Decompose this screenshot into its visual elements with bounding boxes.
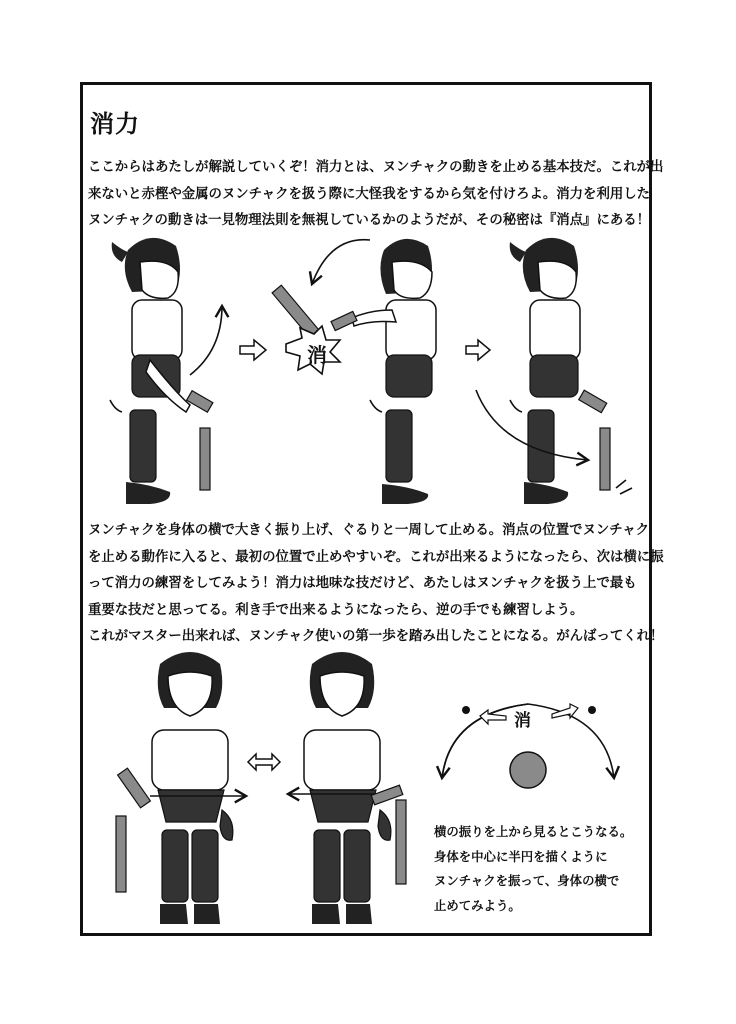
- body-center-circle: [510, 752, 546, 788]
- stop-point-left: [462, 706, 470, 714]
- diagram-arrow-right: [552, 704, 578, 718]
- double-arrow-icon: [248, 754, 280, 770]
- step-arrow-2: [466, 340, 490, 360]
- caption-line: 身体を中心に半円を描くように: [434, 848, 608, 864]
- step-arrow-1: [240, 340, 266, 360]
- body-paragraph: [88, 518, 664, 651]
- caption-line: 横の振りを上から見るとこうなる。: [434, 824, 633, 839]
- stop-point-right: [588, 706, 596, 714]
- intro-line: ヌンチャクの動きは一見物理法則を無視しているかのようだが、その秘密は『消点』にある！: [88, 213, 651, 228]
- sfx-label: 消: [307, 343, 327, 367]
- top-down-diagram: [442, 704, 614, 788]
- body-line: 重要な技だと思ってる。利き手で出来るようになったら、逆の手でも練習しよう。: [88, 602, 584, 618]
- page-title: 消力: [90, 110, 140, 138]
- figure-side-2: [272, 239, 436, 504]
- intro-line: ここからはあたしが解説していくぞ！消力とは、ヌンチャクの動きを止める基本技だ。これが出: [88, 160, 664, 175]
- figure-side-1: [110, 238, 222, 504]
- figure-front-1: [116, 652, 246, 924]
- body-line: って消力の練習をしてみよう！消力は地味な技だけど、あたしはヌンチャクを扱う上で最も: [88, 576, 637, 591]
- caption-line: 止めてみよう。: [434, 897, 521, 913]
- diagram-caption: [434, 820, 632, 918]
- figure-front-2: [288, 652, 406, 924]
- figure-side-3: [476, 238, 632, 504]
- body-line: これがマスター出来れば、ヌンチャク使いの第一歩を踏み出したことになる。がんばってくれ！: [88, 629, 664, 644]
- body-line: ヌンチャクを身体の横で大きく振り上げ、ぐるりと一周して止める。消点の位置でヌンチャク: [88, 523, 650, 538]
- intro-line: 来ないと赤樫や金属のヌンチャクを扱う際に大怪我をするから気を付けろよ。消力を利用した: [88, 186, 651, 202]
- diagram-label: 消: [514, 711, 531, 731]
- caption-line: ヌンチャクを振って、身体の横で: [434, 873, 620, 888]
- body-line: を止める動作に入ると、最初の位置で止めやすいぞ。これが出来るようになったら、次は横に振: [88, 549, 664, 565]
